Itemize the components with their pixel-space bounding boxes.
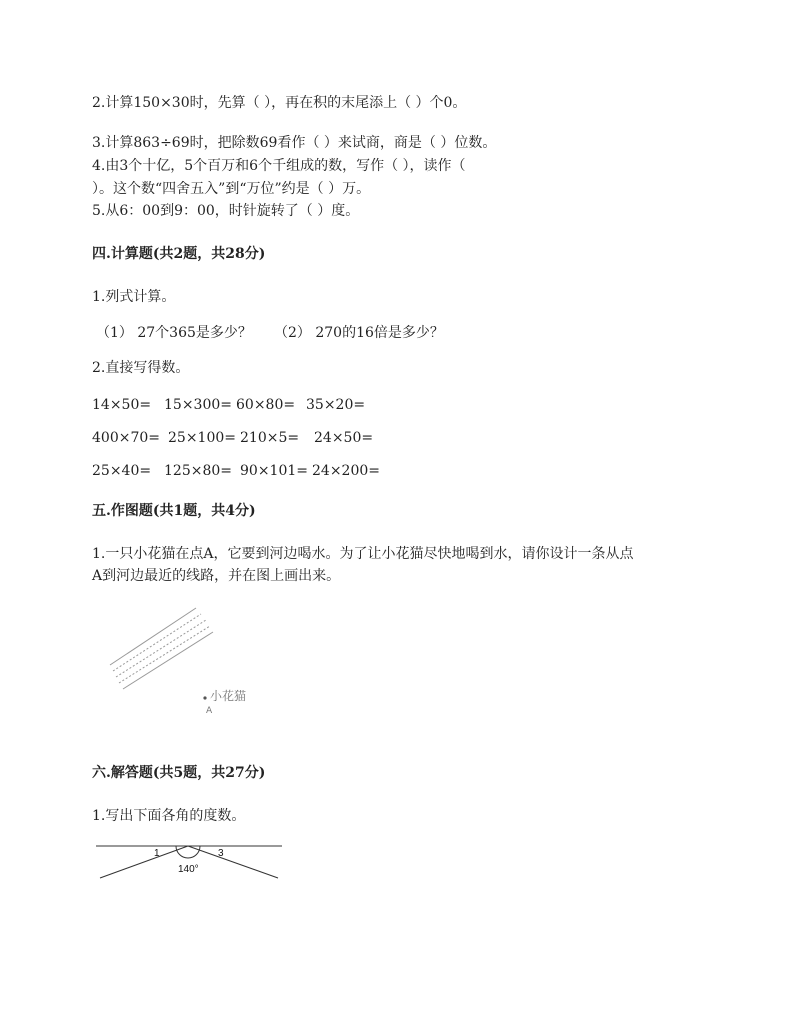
mental-math-row-1: [92, 396, 365, 414]
calc-question-1-label: 1.列式计算。: [92, 289, 176, 305]
mental-math-item: 60×80=: [236, 397, 296, 413]
river-water-line: [116, 620, 206, 677]
mental-math-item: 24×200=: [312, 463, 380, 479]
mental-math-item: 25×40=: [92, 463, 152, 479]
mental-math-item: 35×20=: [306, 397, 366, 413]
calc-question-2-label: 2.直接写得数。: [92, 360, 190, 376]
river-water-line: [113, 614, 201, 671]
angle-3-label: 3: [218, 848, 224, 859]
angle-arc: [176, 846, 200, 858]
mental-math-item: 400×70=: [92, 430, 160, 446]
calc-question-1-sub-2: （2） 270的16倍是多少？: [274, 325, 444, 341]
section-4-heading: 四.计算题(共2题，共28分): [92, 246, 266, 262]
drawing-question-1-line-1: 1.一只小花猫在点A，它要到河边喝水。为了让小花猫尽快地喝到水，请你设计一条从点: [92, 546, 634, 562]
mental-math-item: 25×100=: [168, 430, 236, 446]
mental-math-item: 14×50=: [92, 397, 152, 413]
angle-1-label: 1: [154, 848, 160, 859]
mental-math-item: 15×300=: [164, 397, 232, 413]
river-cat-figure: [100, 600, 280, 720]
fill-question-5: 5.从6：00到9：00，时针旋转了（ ）度。: [92, 203, 360, 219]
river-bank-line: [123, 632, 213, 689]
point-a-dot: [203, 696, 206, 699]
calc-question-1-sub-1: （1） 27个365是多少？: [96, 325, 252, 341]
river-water-line: [119, 626, 210, 683]
mental-math-row-2: [92, 429, 373, 447]
mental-math-item: 90×101=: [240, 463, 308, 479]
angle-140-label: 140°: [178, 864, 199, 875]
mental-math-row-3: [92, 462, 380, 480]
answer-question-1-label: 1.写出下面各角的度数。: [92, 808, 246, 824]
mental-math-item: 210×5=: [240, 430, 300, 446]
river-bank-line: [110, 608, 196, 665]
fill-question-2: 2.计算150×30时，先算（ ），再在积的末尾添上（ ）个0。: [92, 95, 467, 111]
drawing-question-1-line-2: A到河边最近的线路，并在图上画出来。: [92, 568, 341, 584]
fill-question-3: 3.计算863÷69时，把除数69看作（ ）来试商，商是（ ）位数。: [92, 135, 497, 151]
fill-question-4-continued: ）。这个数“四舍五入”到“万位”约是（ ）万。: [92, 181, 371, 197]
section-5-heading: 五.作图题(共1题，共4分): [92, 503, 256, 519]
cat-label: 小花猫: [210, 689, 247, 703]
fill-question-4: 4.由3个十亿，5个百万和6个千组成的数，写作（ ），读作（: [92, 158, 466, 174]
angle-figure: [92, 836, 288, 886]
right-ray: [188, 846, 278, 878]
left-ray: [100, 846, 188, 878]
section-6-heading: 六.解答题(共5题，共27分): [92, 765, 266, 781]
mental-math-item: 125×80=: [164, 463, 232, 479]
mental-math-item: 24×50=: [314, 430, 374, 446]
point-a-label: A: [206, 706, 213, 716]
